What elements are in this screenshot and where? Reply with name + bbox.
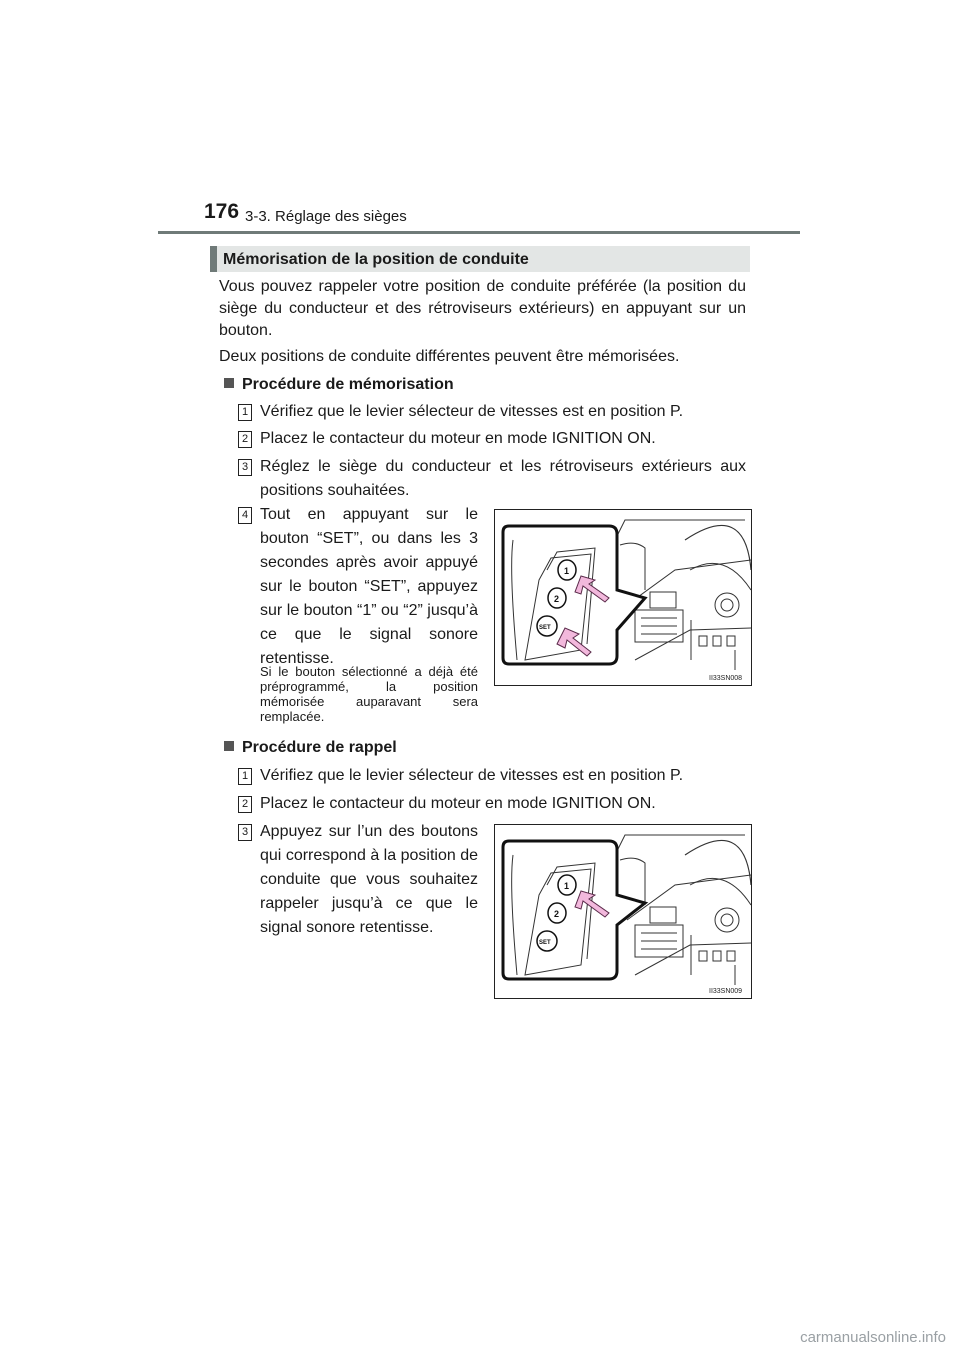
step-number-badge: 1 — [238, 404, 252, 421]
square-bullet-icon — [224, 741, 234, 751]
memorize-note: Si le bouton sélectionné a déjà été préprogrammé, la position mémorisée auparavant sera remplacée. — [260, 664, 478, 724]
set-button-label: SET — [539, 940, 551, 946]
section-title: Mémorisation de la position de conduite — [223, 251, 529, 268]
memory-button-1-label: 1 — [564, 566, 570, 576]
memory-switch-figure-recall — [494, 824, 752, 999]
memorize-step-3: Réglez le siège du conducteur et les rétroviseurs extérieurs aux positions souhaitées. — [260, 458, 746, 499]
header-rule — [158, 231, 800, 234]
memory-button-2-label: 2 — [554, 594, 560, 604]
memorize-heading-label: Procédure de mémorisation — [242, 376, 454, 393]
step-number-badge: 2 — [238, 431, 252, 448]
intro-paragraph-2: Deux positions de conduite différentes peuvent être mémorisées. — [219, 348, 680, 365]
memorize-heading — [224, 376, 454, 394]
intro-paragraph: Vous pouvez rappeler votre position de conduite préférée (la position du siège du conducteur et des rétroviseurs extérieurs) en appuyant sur un bouton. — [219, 278, 746, 339]
step-number-badge: 3 — [238, 824, 252, 841]
recall-step-2: Placez le contacteur du moteur en mode IGNITION ON. — [260, 795, 656, 812]
memorize-step-4: Tout en appuyant sur le bouton “SET”, ou dans les 3 secondes après avoir appuyé sur le bouton “SET”, appuyez sur le bouton “1” ou “2” jusqu’à ce que le signal sonore retentisse. — [260, 506, 478, 667]
watermark: carmanualsonline.info — [800, 1329, 946, 1346]
recall-heading — [224, 739, 397, 757]
memory-button-1-label: 1 — [564, 881, 570, 891]
recall-step-3: Appuyez sur l’un des boutons qui correspond à la position de conduite que vous souhaitez rappeler jusqu’à ce que le signal sonore retentisse. — [260, 823, 478, 936]
set-button-label: SET — [539, 625, 551, 631]
breadcrumb: 3-3. Réglage des sièges — [245, 208, 407, 225]
memory-button-2-label: 2 — [554, 909, 560, 919]
step-number-badge: 3 — [238, 459, 252, 476]
step-number-badge: 4 — [238, 507, 252, 524]
figure-code: II33SN009 — [709, 988, 743, 995]
recall-heading-label: Procédure de rappel — [242, 739, 397, 756]
figure-code: II33SN008 — [709, 675, 743, 682]
memorize-step-1: Vérifiez que le levier sélecteur de vitesses est en position P. — [260, 403, 684, 420]
square-bullet-icon — [224, 378, 234, 388]
memorize-step-2: Placez le contacteur du moteur en mode IGNITION ON. — [260, 430, 656, 447]
memory-switch-figure-set — [494, 509, 752, 686]
page-number: 176 — [204, 200, 240, 223]
step-number-badge: 1 — [238, 768, 252, 785]
step-number-badge: 2 — [238, 796, 252, 813]
recall-step-1: Vérifiez que le levier sélecteur de vitesses est en position P. — [260, 767, 684, 784]
